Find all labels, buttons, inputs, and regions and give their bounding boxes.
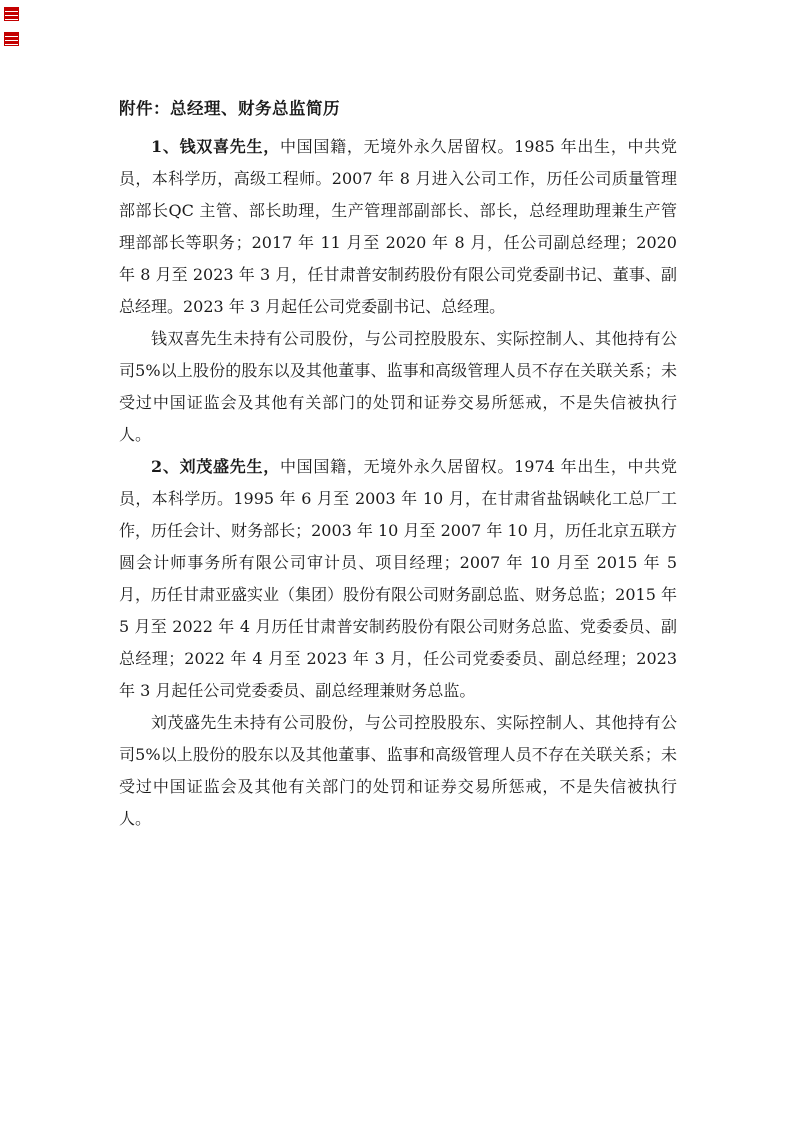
resume-paragraph-liu	[119, 451, 677, 707]
person-name-lead: 1、钱双喜先生，	[151, 137, 280, 156]
paragraph-text: 钱双喜先生未持有公司股份，与公司控股股东、实际控制人、其他持有公司5%以上股份的股东以及其他董事、监事和高级管理人员不存在关联关系；未受过中国证监会及其他有关部门的处罚和证券交易所惩戒，不是失信被执行人。	[119, 329, 677, 444]
disclosure-paragraph-qian	[119, 323, 677, 451]
document-content	[119, 93, 677, 835]
paragraph-text: 刘茂盛先生未持有公司股份，与公司控股股东、实际控制人、其他持有公司5%以上股份的股东以及其他董事、监事和高级管理人员不存在关联关系；未受过中国证监会及其他有关部门的处罚和证券交易所惩戒，不是失信被执行人。	[119, 713, 677, 828]
page-title: 附件：总经理、财务总监简历	[119, 99, 340, 118]
red-annotation-mark	[5, 33, 18, 45]
resume-paragraph-qian	[119, 131, 677, 323]
person-name-lead: 2、刘茂盛先生，	[151, 457, 280, 476]
disclosure-paragraph-liu	[119, 707, 677, 835]
margin-annotation-marks	[5, 8, 19, 58]
red-annotation-mark	[5, 8, 18, 20]
paragraph-text: 中国国籍，无境外永久居留权。1985 年出生，中共党员，本科学历，高级工程师。2007 年 8 月进入公司工作，历任公司质量管理部部长QC 主管、部长助理，生产管理部副部长、部长，总经理助理兼生产管理部部长等职务；2017 年 11 月至 2020 年 8 月，任公司副总经理；2020 年 8 月至 2023 年 3 月，任甘肃普安制药股份有限公司党委副书记、董事、副总经理。2023 年 3 月起任公司党委副书记、总经理。	[119, 137, 677, 316]
paragraph-text: 中国国籍，无境外永久居留权。1974 年出生，中共党员，本科学历。1995 年 6 月至 2003 年 10 月，在甘肃省盐锅峡化工总厂工作，历任会计、财务部长；2003 年 10 月至 2007 年 10 月，历任北京五联方圆会计师事务所有限公司审计员、项目经理；2007 年 10 月至 2015 年 5 月，历任甘肃亚盛实业（集团）股份有限公司财务副总监、财务总监；2015 年 5 月至 2022 年 4 月历任甘肃普安制药股份有限公司财务总监、党委委员、副总经理；2022 年 4 月至 2023 年 3 月，任公司党委委员、副总经理；2023 年 3 月起任公司党委委员、副总经理兼财务总监。	[119, 457, 677, 700]
